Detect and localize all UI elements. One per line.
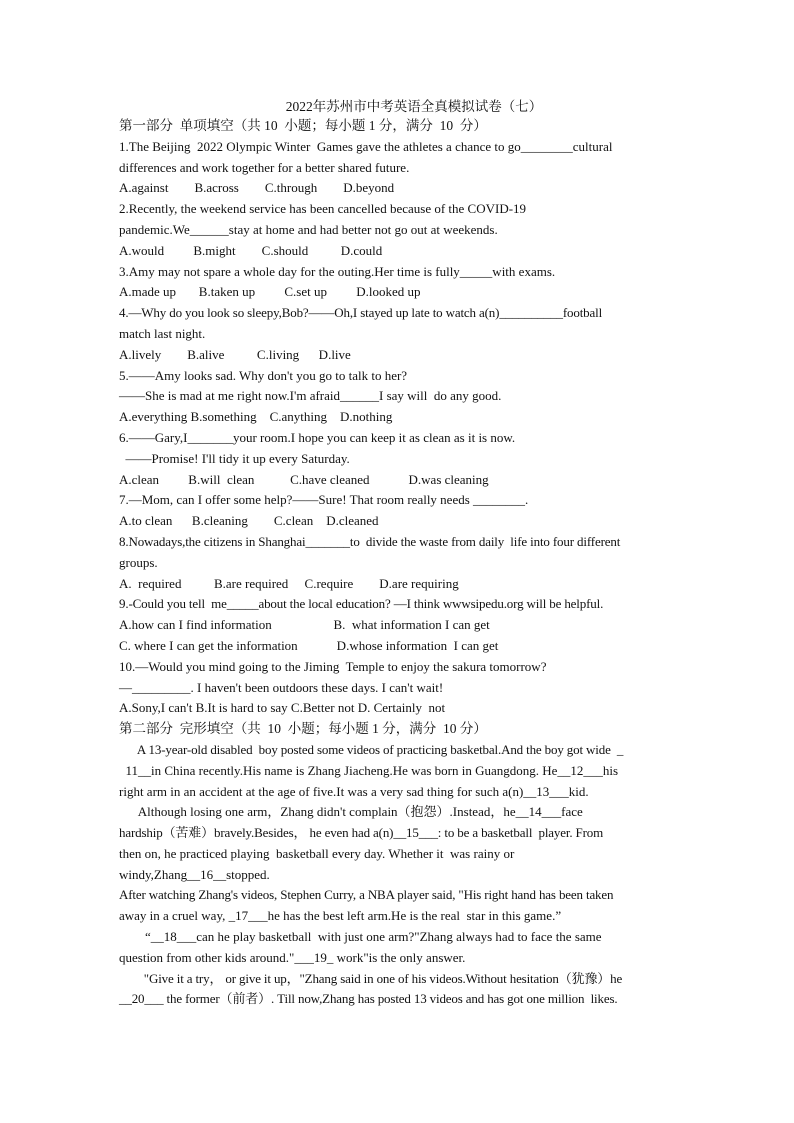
text-line: 7.—Mom, can I offer some help?——Sure! That room really needs ________. — [119, 492, 529, 508]
text-line: ——She is mad at me right now.I'm afraid______I say will do any good. — [119, 388, 502, 404]
text-line: 10.—Would you mind going to the Jiming Temple to enjoy the sakura tomorrow? — [119, 658, 547, 674]
text-line: match last night. — [119, 325, 206, 341]
text-line: 2.Recently, the weekend service has been cancelled because of the COVID-19 — [119, 201, 527, 217]
text-line: C. where I can get the information D.whose information I can get — [119, 637, 499, 653]
text-line: right arm in an accident at the age of five.It was a very sad thing for such a(n)__13___kid. — [119, 783, 589, 799]
text-line: 5.——Amy looks sad. Why don't you go to talk to her? — [119, 367, 408, 383]
text-line: 3.Amy may not spare a whole day for the outing.Her time is fully_____with exams. — [119, 263, 556, 279]
text-line: "Give it a try， or give it up，"Zhang said in one of his videos.Without hesitation（犹豫）he — [119, 970, 623, 986]
text-line: A.to clean B.cleaning C.clean D.cleaned — [119, 513, 379, 529]
text-line: windy,Zhang__16__stopped. — [119, 866, 270, 882]
text-line: After watching Zhang's videos, Stephen Curry, a NBA player said, "His right hand has been taken — [119, 887, 614, 903]
page-title: 2022年苏州市中考英语全真模拟试卷（七） — [285, 99, 543, 114]
text-line: A.lively B.alive C.living D.live — [119, 346, 351, 362]
text-line: “__18___can he play basketball with just one arm?"Zhang always had to face the same — [119, 929, 602, 945]
text-line: A.everything B.something C.anything D.nothing — [119, 409, 393, 425]
text-line: 4.—Why do you look so sleepy,Bob?——Oh,I stayed up late to watch a(n)__________football — [119, 305, 603, 321]
text-line: A.Sony,I can't B.It is hard to say C.Better not D. Certainly not — [119, 700, 446, 716]
text-line: A.made up B.taken up C.set up D.looked up — [119, 284, 421, 300]
text-line: 11__in China recently.His name is Zhang Jiacheng.He was born in Guangdong. He__12___his — [119, 762, 619, 778]
text-line: A 13-year-old disabled boy posted some videos of practicing basketbal.And the boy got wide _ — [119, 741, 624, 757]
text-line: A. required B.are required C.require D.are requiring — [119, 575, 459, 591]
text-line: A.how can I find information B. what information I can get — [119, 617, 490, 633]
section-heading: 第二部分 完形填空（共 10 小题；每小题 1 分，满分 10 分） — [119, 721, 487, 737]
text-line: differences and work together for a better shared future. — [119, 159, 410, 175]
paper-body — [119, 116, 679, 1010]
text-line: Although losing one arm，Zhang didn't complain（抱怨）.Instead，he__14___face — [119, 804, 583, 820]
text-line: 6.——Gary,I_______your room.I hope you can keep it as clean as it is now. — [119, 429, 516, 445]
text-line: 1.The Beijing 2022 Olympic Winter Games gave the athletes a chance to go________cultural — [119, 138, 613, 154]
text-line: __20___ the former（前者）. Till now,Zhang has posted 13 videos and has got one million likes. — [119, 991, 618, 1007]
text-line: A.would B.might C.should D.could — [119, 242, 383, 258]
text-line: 9.-Could you tell me_____about the local education? —I think wwwsipedu.org will be helpful. — [119, 596, 604, 612]
text-line: then on, he practiced playing basketball every day. Whether it was rainy or — [119, 845, 515, 861]
text-line: away in a cruel way, _17___he has the best left arm.He is the real star in this game.” — [119, 908, 562, 924]
text-line: groups. — [119, 554, 158, 570]
text-line: pandemic.We______stay at home and had better not go out at weekends. — [119, 221, 498, 237]
text-line: hardship（苦难）bravely.Besides， he even had a(n)__15___: to be a basketball player. From — [119, 825, 604, 841]
text-line: —_________. I haven't been outdoors these days. I can't wait! — [119, 679, 444, 695]
text-line: 8.Nowadays,the citizens in Shanghai_______to divide the waste from daily life into four different — [119, 533, 621, 549]
exam-paper — [119, 98, 679, 1010]
text-line: A.against B.across C.through D.beyond — [119, 180, 395, 196]
text-line: question from other kids around."___19_ work"is the only answer. — [119, 949, 466, 965]
text-line: A.clean B.will clean C.have cleaned D.was cleaning — [119, 471, 489, 487]
section-heading: 第一部分 单项填空（共 10 小题；每小题 1 分，满分 10 分） — [119, 118, 487, 133]
text-line: ——Promise! I'll tidy it up every Saturday. — [119, 450, 350, 466]
